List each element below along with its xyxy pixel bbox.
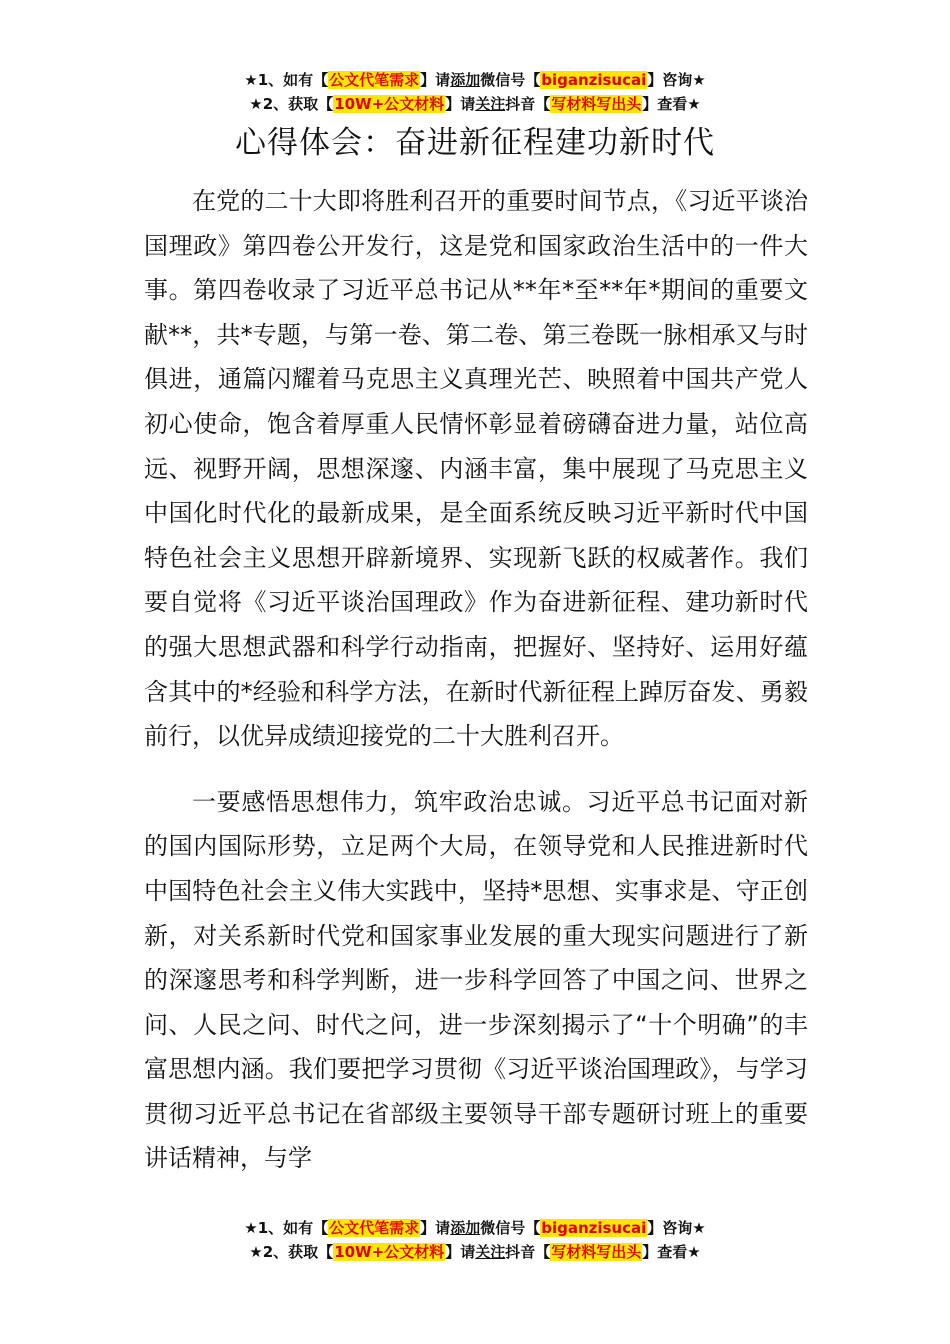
footer-line-1-underlined: 添加 [450, 1219, 481, 1237]
banner-line-2-mid-1: 】请 [445, 95, 476, 113]
footer-line-1-mid-2: 微信号【 [480, 1219, 541, 1237]
banner-line-1-prefix: ★1、如有【 [244, 71, 329, 89]
footer-line-1-suffix: 】咨询★ [647, 1219, 706, 1237]
footer-line-2-mid-1: 】请 [445, 1243, 476, 1261]
banner-line-1-underlined: 添加 [450, 71, 481, 89]
footer-line-2-suffix: 】查看★ [642, 1243, 701, 1261]
banner-line-1 [0, 68, 950, 92]
footer-banner-line-1 [0, 1216, 950, 1240]
banner-line-2-mid-2: 抖音【 [505, 95, 551, 113]
banner-line-1-highlight-2: biganzisucai [541, 71, 647, 89]
banner-line-2-suffix: 】查看★ [642, 95, 701, 113]
banner-line-2 [0, 92, 950, 116]
banner-line-2-highlight-1: 10W+公文材料 [334, 95, 445, 113]
document-title: 心得体会：奋进新征程建功新时代 [235, 125, 715, 161]
banner-line-1-mid-1: 】请 [420, 71, 451, 89]
footer-line-1-highlight-1: 公文代笔需求 [329, 1219, 420, 1237]
footer-banner [0, 1216, 950, 1264]
footer-line-2-mid-2: 抖音【 [505, 1243, 551, 1261]
paragraph-1: 在党的二十大即将胜利召开的重要时间节点，《习近平谈治国理政》第四卷公开发行，这是党和国家政治生活中的一件大事。第四卷收录了习近平总书记从**年*至**年*期间的重要文献**，共*专题，与第一卷、第二卷、第三卷既一脉相承又与时俱进，通篇闪耀着马克思主义真理光芒、映照着中国共产党人初心使命，饱含着厚重人民情怀彰显着磅礴奋进力量，站位高远、视野开阔，思想深邃、内涵丰富，集中展现了马克思主义中国化时代化的最新成果，是全面系统反映习近平新时代中国特色社会主义思想开辟新境界、实现新飞跃的权威著作。我们要自觉将《习近平谈治国理政》作为奋进新征程、建功新时代的强大思想武器和科学行动指南，把握好、坚持好、运用好蕴含其中的*经验和科学方法，在新时代新征程上踔厉奋发、勇毅前行，以优异成绩迎接党的二十大胜利召开。 [144, 187, 808, 751]
banner-line-1-highlight-1: 公文代笔需求 [329, 71, 420, 89]
footer-line-2-underlined: 关注 [475, 1243, 506, 1261]
footer-line-1-highlight-2: biganzisucai [541, 1219, 647, 1237]
banner-line-2-underlined: 关注 [475, 95, 506, 113]
header-banner [0, 68, 950, 116]
document-body [144, 179, 808, 1202]
footer-line-2-highlight-2: 写材料写出头 [551, 1243, 642, 1261]
banner-line-2-highlight-2: 写材料写出头 [551, 95, 642, 113]
banner-line-1-mid-2: 微信号【 [480, 71, 541, 89]
footer-line-1-prefix: ★1、如有【 [244, 1219, 329, 1237]
banner-line-2-prefix: ★2、获取【 [249, 95, 334, 113]
footer-banner-line-2 [0, 1240, 950, 1264]
banner-line-1-suffix: 】咨询★ [647, 71, 706, 89]
footer-line-2-prefix: ★2、获取【 [249, 1243, 334, 1261]
paragraph-2: 一要感悟思想伟力，筑牢政治忠诚。习近平总书记面对新的国内国际形势，立足两个大局，在领导党和人民推进新时代中国特色社会主义伟大实践中，坚持*思想、实事求是、守正创新，对关系新时代党和国家事业发展的重大现实问题进行了新的深邃思考和科学判断，进一步科学回答了中国之问、世界之问、人民之问、时代之问，进一步深刻揭示了“十个明确”的丰富思想内涵。我们要把学习贯彻《习近平谈治国理政》，与学习贯彻习近平总书记在省部级主要领导干部专题研讨班上的重要讲话精神，与学 [144, 787, 808, 1173]
footer-line-2-highlight-1: 10W+公文材料 [334, 1243, 445, 1261]
footer-line-1-mid-1: 】请 [420, 1219, 451, 1237]
